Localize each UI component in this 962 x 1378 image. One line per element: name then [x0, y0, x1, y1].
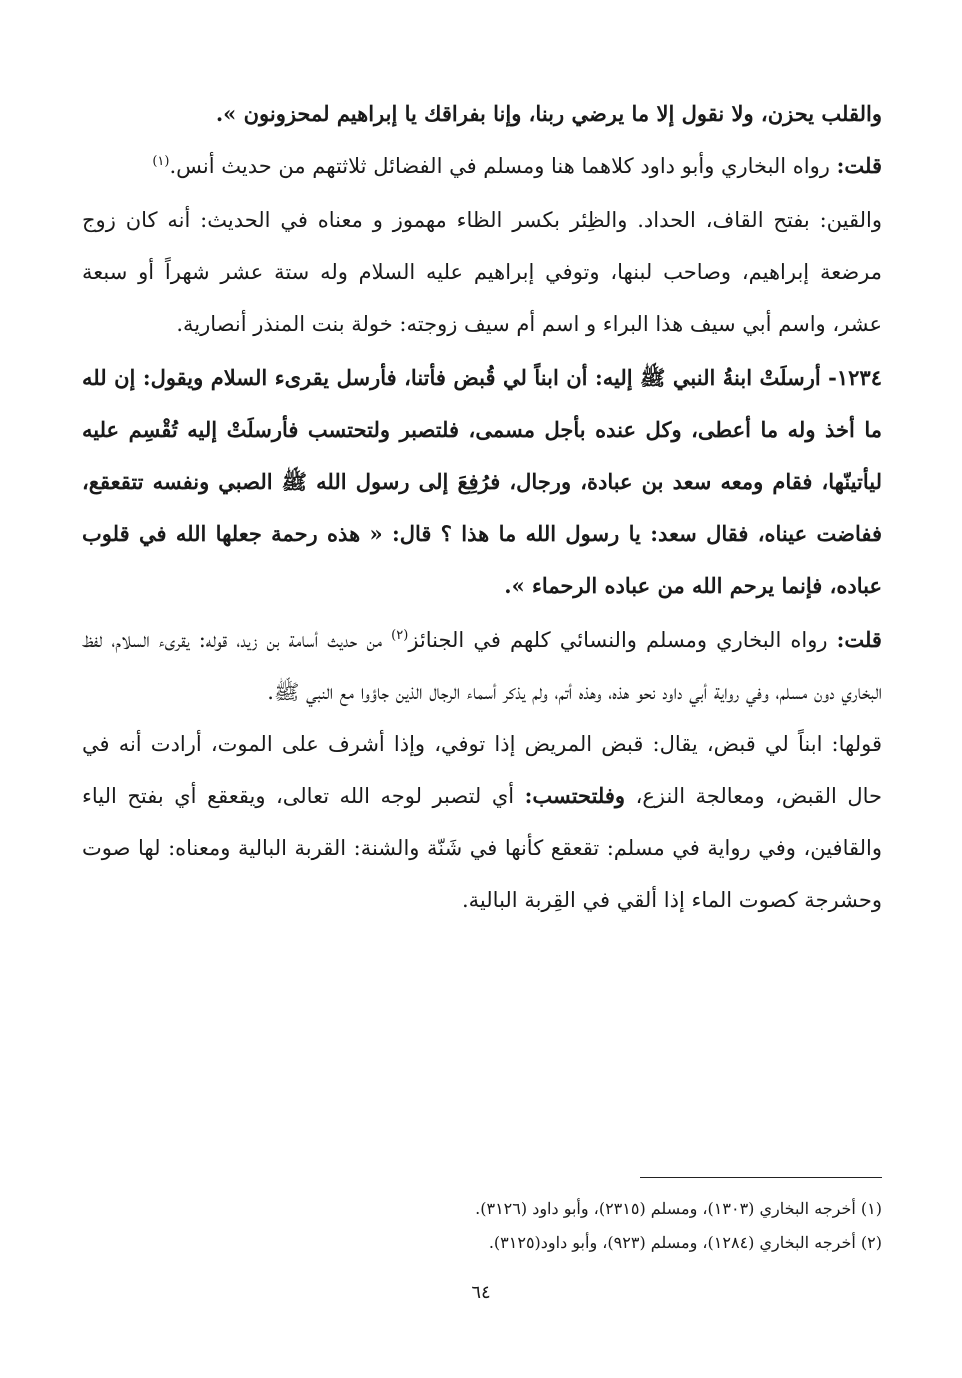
main-text	[82, 88, 882, 926]
paragraph-explanation-1: والقين: بفتح القاف، الحداد. والظِئر بكسر الظاء مهموز و معناه في الحديث: أنه كان زوج مرضعة إبراهيم، وصاحب لبنها، وتوفي إبراهيم عليه السلام وله ستة عشر شهراً أو سبعة عشر، واسم أبي سيف هذا البراء و اسم أم سيف زوجته: خولة بنت المنذر أنصارية.	[82, 208, 882, 336]
paragraph-hadith-1234: ١٢٣٤- أرسلَتْ ابنةُ النبي ﷺ إليه: أن ابناً لي قُبض فأتنا، فأرسل يقرىء السلام ويقول: إن لله ما أخذ وله ما أعطى، وكل عنده بأجل مسمى، فلتصبر ولتحتسب فأرسلَتْ إليه تُقْسِم عليه ليأتينّها، فقام ومعه سعد بن عبادة، ورجال، فرُفِعَ إلى رسول الله ﷺ الصبي ونفسه تتقعقع، ففاضت عيناه، فقال سعد: يا رسول الله ما هذا ؟ قال: « هذه رحمة جعلها الله في قلوب عباده، فإنما يرحم الله من عباده الرحماء ».	[82, 365, 882, 598]
qult-label-2: قلت:	[836, 627, 882, 652]
paragraph-commentary-2: قلت: رواه البخاري ومسلم والنسائي كلهم في الجنائز$^{(٢)}$ من حديث أسامة بن زيد، قوله: يقرىء السلام، لفظ البخاري دون مسلم، وفي رواية أبي داود نحو هذه، وهذه أتم، ولم يذكر أسماء الرجال الذين جاؤوا مع النبي ﷺ.	[82, 627, 882, 704]
paragraph-hadith-end: والقلب يحزن، ولا نقول إلا ما يرضي ربنا، وإنا بفراقك يا إبراهيم لمحزونون ».	[215, 101, 882, 126]
footnote-ref-1: (١)	[152, 154, 170, 169]
footnote-divider	[640, 1177, 882, 1178]
commentary-text: رواه البخاري وأبو داود كلاهما هنا ومسلم في الفضائل ثلاثتهم من حديث أنس.	[169, 154, 830, 178]
paragraph-commentary-1	[82, 140, 882, 192]
term-bold: وفلتحتسب:	[524, 783, 626, 808]
page-number: ٦٤	[471, 1282, 491, 1303]
footnote-1: (١) أخرجه البخاري (١٣٠٣)، ومسلم (٢٣١٥)، وأبو داود (٣١٢٦).	[475, 1199, 882, 1218]
footnote-2: (٢) أخرجه البخاري (١٢٨٤)، ومسلم (٩٢٣)، وأبو داود(٣١٢٥).	[488, 1233, 882, 1252]
footnote-ref-2: (٢)	[391, 628, 409, 643]
qult-label: قلت:	[836, 153, 882, 178]
footnotes	[82, 1192, 882, 1260]
paragraph-explanation-2: قولها: ابناً لي قبض، يقال: قبض المريض إذا توفي، وإذا أشرف على الموت، أرادت أنه في حال القبض، ومعالجة النزع، وفلتحتسب: أي لتصبر لوجه الله تعالى، ويقعقع أي بفتح الياء والقافين، وفي رواية في مسلم: تقعقع كأنها في شَنّة والشنة: القربة البالية ومعناه: لها صوت وحشرجة كصوت الماء إذا ألقي في القِربة البالية.	[82, 732, 882, 912]
